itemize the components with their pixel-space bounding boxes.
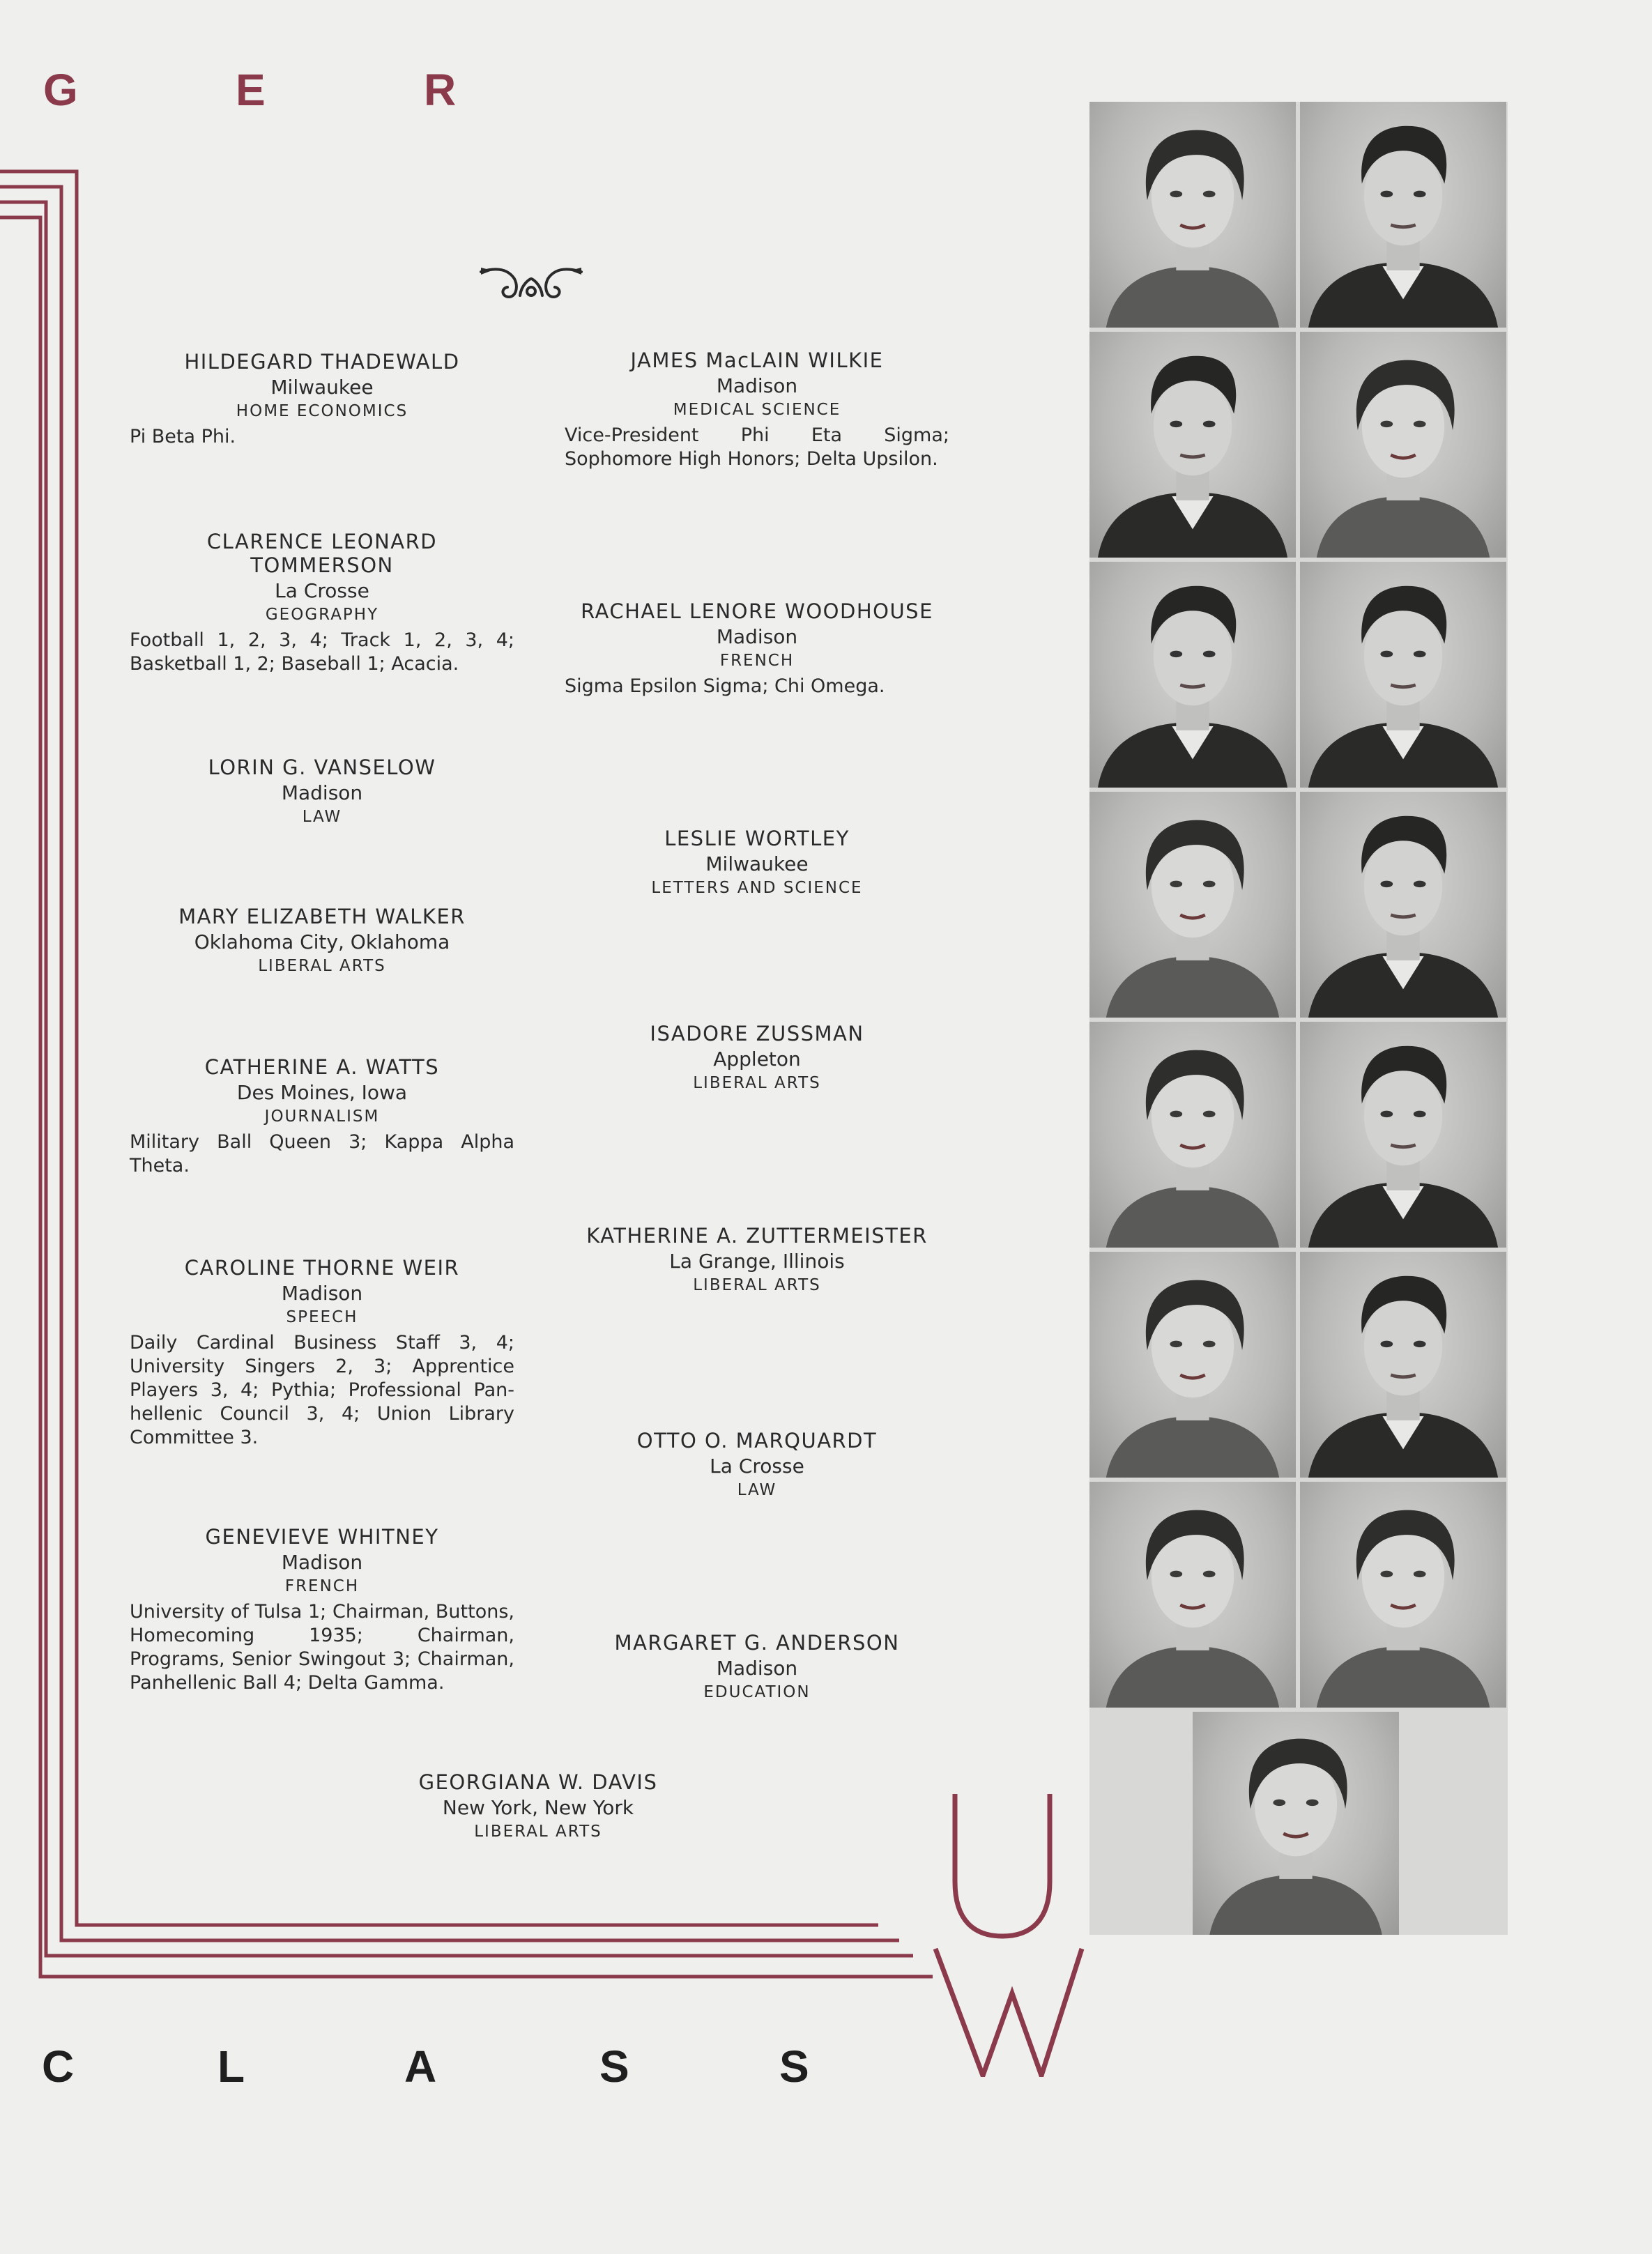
- student-hometown: New York, New York: [442, 1796, 634, 1819]
- student-name: JAMES MacLAIN WILKIE: [630, 348, 884, 372]
- student-hometown: Madison: [716, 1657, 798, 1680]
- ornament-icon: [478, 263, 584, 305]
- header-letter: E: [236, 65, 266, 115]
- student-department: LAW: [737, 1481, 777, 1499]
- student-activities: Football 1, 2, 3, 4; Track 1, 2, 3, 4; Basketball 1, 2; Baseball 1; Acacia.: [130, 629, 514, 675]
- student-department: LAW: [302, 808, 342, 826]
- student-entry: [130, 350, 514, 449]
- footer-letter: S: [599, 2041, 629, 2092]
- student-activities: Pi Beta Phi.: [130, 426, 236, 447]
- student-name: CLARENCE LEONARD TOMMERSON: [206, 530, 438, 577]
- header-letter: G: [43, 65, 78, 115]
- student-hometown: Madison: [281, 1551, 363, 1574]
- student-hometown: Madison: [716, 625, 798, 648]
- portrait-photo: [1089, 1482, 1296, 1708]
- student-entry: [565, 827, 949, 898]
- portrait-photo: [1089, 1022, 1296, 1248]
- student-name: CATHERINE A. WATTS: [204, 1055, 440, 1079]
- portrait-photo: [1300, 332, 1506, 558]
- student-name: HILDEGARD THADEWALD: [184, 350, 460, 374]
- student-hometown: Milwaukee: [705, 852, 809, 875]
- student-activities: Sigma Epsilon Sigma; Chi Omega.: [565, 675, 885, 697]
- student-hometown: Madison: [716, 374, 798, 397]
- student-entry: [130, 530, 514, 676]
- student-name: ISADORE ZUSSMAN: [650, 1022, 864, 1045]
- student-department: LETTERS AND SCIENCE: [651, 879, 863, 897]
- student-hometown: Appleton: [713, 1048, 801, 1071]
- student-entry: [130, 756, 514, 827]
- student-hometown: La Grange, Illinois: [669, 1250, 845, 1273]
- student-name: GENEVIEVE WHITNEY: [205, 1525, 439, 1549]
- portrait-photo: [1089, 562, 1296, 788]
- student-hometown: Milwaukee: [270, 376, 374, 399]
- student-hometown: La Crosse: [275, 579, 369, 602]
- portrait-photo: [1300, 562, 1506, 788]
- portrait-photo: [1193, 1712, 1399, 1935]
- student-department: JOURNALISM: [264, 1107, 380, 1126]
- portrait-grid: [1089, 102, 1508, 1935]
- uw-monogram: [919, 1784, 1093, 2077]
- student-entry: [565, 1631, 949, 1702]
- student-hometown: Madison: [281, 1282, 363, 1305]
- portrait-photo: [1089, 792, 1296, 1018]
- student-entry: [130, 1055, 514, 1178]
- student-department: FRENCH: [284, 1577, 360, 1595]
- student-department: LIBERAL ARTS: [693, 1074, 821, 1092]
- student-activities: Daily Cardinal Business Staff 3, 4; University Singers 2, 3; Apprentice Players 3, 4; Pythia; Professional Pan-hellenic Council 3, 4; Union Library Committee 3.: [130, 1332, 514, 1448]
- student-department: SPEECH: [286, 1308, 358, 1326]
- header-letter: R: [424, 65, 457, 115]
- portrait-photo: [1089, 102, 1296, 328]
- student-activities: Military Ball Queen 3; Kappa Alpha Theta.: [130, 1131, 514, 1176]
- student-activities: Vice-President Phi Eta Sigma; Sophomore High Honors; Delta Upsilon.: [565, 424, 949, 470]
- student-hometown: Des Moines, Iowa: [236, 1081, 408, 1104]
- portrait-photo: [1300, 1252, 1506, 1478]
- footer-letter: A: [404, 2041, 437, 2092]
- student-entry: [565, 599, 949, 698]
- portrait-photo: [1300, 1482, 1506, 1708]
- student-department: EDUCATION: [703, 1683, 811, 1701]
- footer-letter: C: [42, 2041, 75, 2092]
- portrait-photo: [1089, 332, 1296, 558]
- student-entry: [565, 1022, 949, 1093]
- student-entry: [565, 348, 949, 471]
- student-name: LESLIE WORTLEY: [664, 827, 850, 850]
- student-entry: [130, 905, 514, 976]
- student-entry: [130, 1525, 514, 1695]
- student-department: FRENCH: [719, 652, 795, 670]
- portrait-photo: [1300, 102, 1506, 328]
- student-hometown: La Crosse: [710, 1455, 804, 1478]
- portrait-photo: [1089, 1252, 1296, 1478]
- student-department: LIBERAL ARTS: [258, 957, 386, 975]
- portrait-photo: [1300, 792, 1506, 1018]
- student-department: GEOGRAPHY: [265, 606, 379, 624]
- student-entry: [565, 1429, 949, 1500]
- student-name: LORIN G. VANSELOW: [208, 756, 436, 779]
- student-name: RACHAEL LENORE WOODHOUSE: [581, 599, 933, 623]
- student-name: OTTO O. MARQUARDT: [636, 1429, 878, 1452]
- student-name: GEORGIANA W. DAVIS: [418, 1770, 658, 1794]
- student-name: MARGARET G. ANDERSON: [614, 1631, 900, 1655]
- student-name: CAROLINE THORNE WEIR: [184, 1256, 460, 1280]
- student-department: LIBERAL ARTS: [693, 1276, 821, 1294]
- student-hometown: Oklahoma City, Oklahoma: [194, 930, 450, 953]
- student-department: MEDICAL SCIENCE: [673, 401, 841, 419]
- footer-letter: S: [779, 2041, 809, 2092]
- student-department: LIBERAL ARTS: [474, 1823, 602, 1841]
- student-entry: [565, 1224, 949, 1295]
- student-entry: [130, 1256, 514, 1450]
- student-name: MARY ELIZABETH WALKER: [178, 905, 466, 928]
- student-entry: [346, 1770, 731, 1841]
- student-activities: University of Tulsa 1; Chairman, Buttons, Homecoming 1935; Chairman, Programs, Senior Swingout 3; Chairman, Panhellenic Ball 4; Delta Gamma.: [130, 1601, 514, 1694]
- student-department: HOME ECONOMICS: [236, 402, 408, 420]
- student-name: KATHERINE A. ZUTTERMEISTER: [586, 1224, 928, 1248]
- portrait-photo: [1300, 1022, 1506, 1248]
- footer-letter: L: [217, 2041, 245, 2092]
- student-hometown: Madison: [281, 781, 363, 804]
